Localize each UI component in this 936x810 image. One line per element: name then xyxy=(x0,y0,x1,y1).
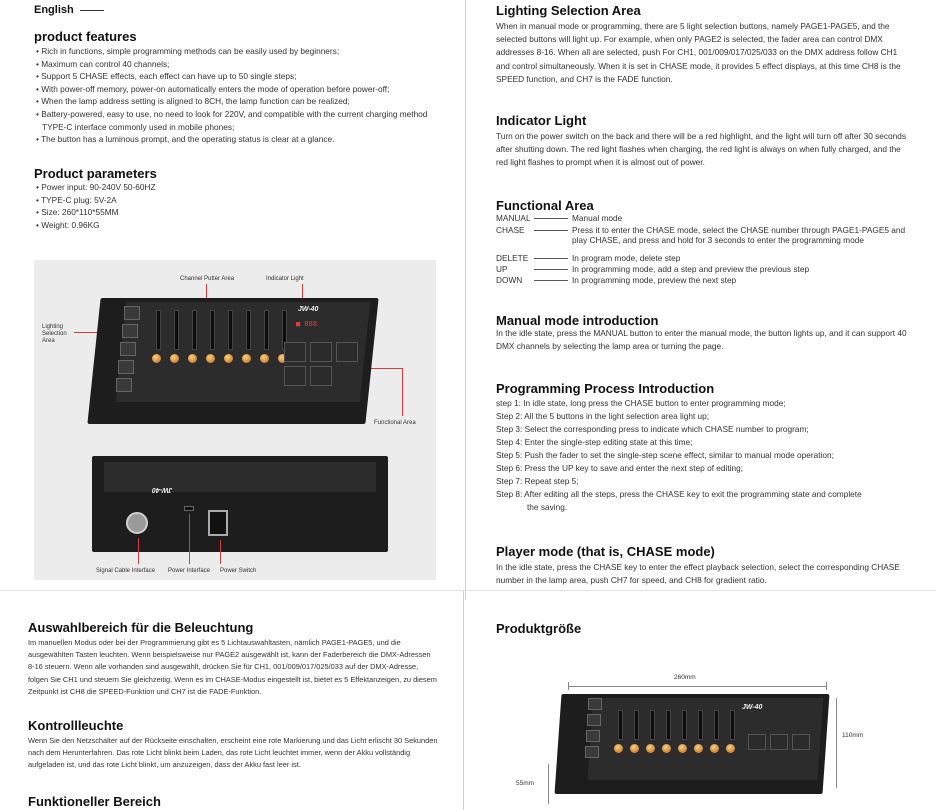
fader xyxy=(174,310,179,350)
label-power-switch: Power Switch xyxy=(220,568,257,574)
player-mode-text: In the idle state, press the CHASE key to enter the effect playback selection, select the corresponding CHASE number in the lamp area, push CH7 for speed, and CH8 for gradient ratio. xyxy=(496,562,900,586)
fader-knob xyxy=(710,744,719,753)
fader-knob xyxy=(630,744,639,753)
column-divider-lower xyxy=(463,590,464,810)
page-button xyxy=(588,698,602,710)
lighting-selection-text: When in manual mode or programming, there are 5 light selection buttons, namely PAGE1-PAGE5, and the selected buttons will light up. For example, when only PAGE2 is selected, the fader area can control DMX addresses 8-16. When all are selected, push For CH1, 001/009/017/025/033 on the DMX address follow CH1 and control simultaneously. When it is set in CHASE mode, it provides 5 effect displays, at this time CH8 is the SPEED function, and CH7 is the FADE function. xyxy=(496,21,901,84)
fader-knob xyxy=(646,744,655,753)
de-selection-title: Auswahlbereich für die Beleuchtung xyxy=(28,620,254,635)
function-button xyxy=(792,734,810,750)
fader-knob xyxy=(224,354,233,363)
fader-knob xyxy=(206,354,215,363)
fader xyxy=(682,710,687,740)
feature-item: • When the lamp address setting is aligned to 8CH, the lamp function can be realized; xyxy=(36,96,350,107)
feature-item: • Maximum can control 40 channels; xyxy=(36,58,170,69)
language-underline xyxy=(80,10,104,11)
fader xyxy=(666,710,671,740)
features-title: product features xyxy=(34,29,137,44)
page-button xyxy=(586,730,600,742)
width-dimension: 260mm xyxy=(674,674,696,681)
step-item: Step 4: Enter the single-step editing state at this time; xyxy=(496,437,693,447)
function-row-down: DOWN In programming mode, preview the next step xyxy=(496,275,737,285)
fader-knob xyxy=(694,744,703,753)
page-button xyxy=(120,342,136,356)
parameters-title: Product parameters xyxy=(34,166,157,181)
width-dimension-line xyxy=(568,686,826,687)
product-size-title: Produktgröße xyxy=(496,621,582,636)
callout-line xyxy=(189,514,190,564)
manual-mode-text: In the idle state, press the MANUAL button to enter the manual mode, the button lights up, and it can support 40 DMX channels by selecting the lamp area or turning the page. xyxy=(496,328,907,352)
fader xyxy=(210,310,215,350)
usb-c-port xyxy=(184,506,194,511)
fader xyxy=(650,710,655,740)
parameter-item: • Weight: 0.96KG xyxy=(36,219,100,230)
fader-knob xyxy=(242,354,251,363)
language-tag: English xyxy=(34,4,74,16)
de-selection-text: Im manuellen Modus oder bei der Programmierung gibt es 5 Lichtauswahltasten, nämlich PAGE1-PAGE5, und die ausgewählten Tasten leuchten. Wenn beispielsweise nur PAGE2 ausgewählt ist, kann der Faderbereich die DMX-Adressen 8-16 steuern. Wenn alle vorhanden sind ausgewählt, drücken Sie für CH1, 001/009/017/025/033 auf der DMX-Adresse, folgen Sie CH1 und steuern Sie gleichzeitig. Wenn es im CHASE-Modus eingestellt ist, bietet es 5 Effektanzeigen, zu diesem Zeitpunkt ist CH8 die SPEED-Funktion und CH7 ist die FADE-Funktion. xyxy=(28,638,437,696)
lighting-selection-title: Lighting Selection Area xyxy=(496,3,641,18)
function-button xyxy=(748,734,766,750)
feature-item: • Support 5 CHASE effects, each effect can have up to 50 single steps; xyxy=(36,71,297,82)
fader xyxy=(156,310,161,350)
page-button xyxy=(587,714,601,726)
dimension-tick xyxy=(568,682,569,690)
programming-title: Programming Process Introduction xyxy=(496,381,715,396)
callout-line xyxy=(220,540,221,564)
fader-knob xyxy=(188,354,197,363)
depth-dimension: 110mm xyxy=(842,732,864,739)
function-button xyxy=(310,342,332,362)
fader xyxy=(192,310,197,350)
function-button xyxy=(770,734,788,750)
parameter-item: • Power input: 90-240V 50-60HZ xyxy=(36,182,156,192)
indicator-light-title: Indicator Light xyxy=(496,113,587,128)
brand-label: JW-40 xyxy=(298,306,319,313)
page-button xyxy=(116,378,132,392)
brand-label-rear: JW-40 xyxy=(152,486,173,493)
height-dimension-line xyxy=(548,764,549,804)
fader-knob xyxy=(260,354,269,363)
label-lighting-selection: Lighting Selection Area xyxy=(42,324,67,344)
fader xyxy=(634,710,639,740)
product-size-diagram xyxy=(496,648,916,810)
step-item: step 1: In idle state, long press the CHASE button to enter programming mode; xyxy=(496,398,786,408)
fader xyxy=(246,310,251,350)
parameters-list xyxy=(34,181,334,231)
fader xyxy=(698,710,703,740)
console-rear-view xyxy=(92,456,388,552)
section-divider xyxy=(0,590,936,591)
label-channel-putter: Channel Putter Area xyxy=(180,276,235,282)
step-item: Step 7: Repeat step 5; xyxy=(496,476,579,486)
page-button xyxy=(124,306,140,320)
parameter-item: • TYPE-C plug: 5V-2A xyxy=(36,194,117,205)
feature-item: • Battery-powered, easy to use, no need to look for 220V, and compatible with the current charging method TYPE-C interface commonly used in mobile phones; xyxy=(36,108,428,132)
features-list xyxy=(34,45,432,146)
step-item-continued: the saving. xyxy=(527,502,568,512)
de-indicator-text: Wenn Sie den Netzschalter auf der Rückseite einschalten, erscheint eine rote Markierung und das Licht erlischt 30 Sekunden nach dem Herunterfahren. Das rote Licht blinkt beim Laden, das rote Licht leuchtet immer, wenn der Akku vollständig aufgeladen ist, und das rote Licht blinkt, um anzuzeigen, dass der Akku fast leer ist. xyxy=(28,736,438,770)
label-power-interface: Power Interface xyxy=(168,568,211,574)
functional-area-title: Functional Area xyxy=(496,198,594,213)
step-item: Step 8: After editing all the steps, press the CHASE key to exit the programming state and complete xyxy=(496,489,862,499)
function-row-manual: MANUAL Manual mode xyxy=(496,213,623,223)
fader xyxy=(730,710,735,740)
feature-item: • With power-off memory, power-on automatically enters the mode of operation before power-off; xyxy=(36,83,390,94)
page-button xyxy=(122,324,138,338)
function-button xyxy=(336,342,358,362)
page-button xyxy=(585,746,599,758)
de-functional-title: Funktioneller Bereich xyxy=(28,794,161,809)
function-button xyxy=(284,342,306,362)
function-row-chase: CHASE Press it to enter the CHASE mode, select the CHASE number through PAGE1-PAGE5 and play CHASE, and press and hold for 3 seconds to enter the programming mode xyxy=(496,225,906,245)
step-item: Step 3: Select the corresponding press to indicate which CHASE number to program; xyxy=(496,424,809,434)
step-item: Step 5: Push the fader to set the single-step scene effect, similar to manual mode operation; xyxy=(496,450,834,460)
label-indicator: Indicator Light xyxy=(266,276,304,282)
label-functional: Functional Area xyxy=(374,420,416,426)
programming-steps xyxy=(496,397,908,514)
player-mode-title: Player mode (that is, CHASE mode) xyxy=(496,544,715,559)
function-row-delete: DELETE In program mode, delete step xyxy=(496,253,681,263)
fader-knob xyxy=(170,354,179,363)
depth-dimension-line xyxy=(836,698,837,788)
label-signal-cable: Signal Cable Interface xyxy=(96,568,156,574)
function-row-up: UP In programming mode, add a step and preview the previous step xyxy=(496,264,810,274)
xlr-connector xyxy=(126,512,148,534)
fader-knob xyxy=(678,744,687,753)
step-item: Step 2: All the 5 buttons in the light selection area light up; xyxy=(496,411,710,421)
product-photo xyxy=(34,260,436,580)
feature-item: • The button has a luminous prompt, and the operating status is clear at a glance. xyxy=(36,134,335,145)
fader-knob xyxy=(662,744,671,753)
indicator-led: ■ 888 xyxy=(296,320,318,328)
indicator-light-text: Turn on the power switch on the back and there will be a red highlight, and the light will turn off after 30 seconds after shutting down. The red light flashes when charging, the red light is always on when fully charged, and the red light flashes to prompt when it is almost out of power. xyxy=(496,131,907,168)
de-indicator-title: Kontrollleuchte xyxy=(28,718,124,733)
dimension-tick xyxy=(826,682,827,690)
fader xyxy=(264,310,269,350)
size-brand-label: JW-40 xyxy=(742,704,763,711)
callout-line xyxy=(402,368,403,416)
function-button xyxy=(310,366,332,386)
callout-line xyxy=(138,538,139,564)
column-divider xyxy=(465,0,466,600)
fader-knob xyxy=(152,354,161,363)
parameter-item: • Size: 260*110*55MM xyxy=(36,207,119,218)
page-button xyxy=(118,360,134,374)
fader xyxy=(228,310,233,350)
fader-knob xyxy=(614,744,623,753)
step-item: Step 6: Press the UP key to save and enter the next step of editing; xyxy=(496,463,744,473)
feature-item: • Rich in functions, simple programming methods can be easily used by beginners; xyxy=(36,46,340,56)
fader xyxy=(714,710,719,740)
manual-mode-title: Manual mode introduction xyxy=(496,313,659,328)
power-switch xyxy=(208,510,228,536)
height-dimension: 55mm xyxy=(516,780,535,787)
fader-knob xyxy=(726,744,735,753)
fader xyxy=(618,710,623,740)
function-button xyxy=(284,366,306,386)
